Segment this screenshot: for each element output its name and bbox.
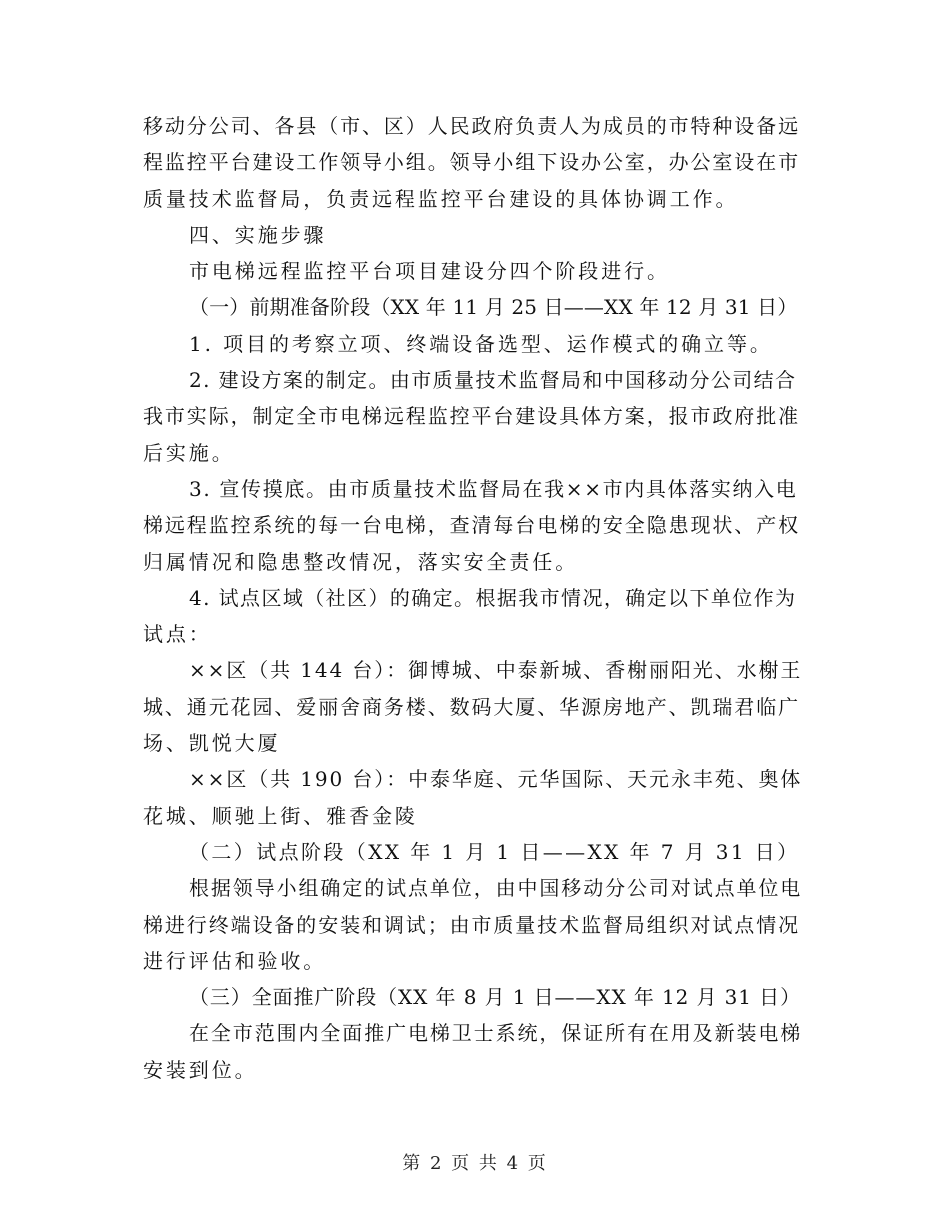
section-heading: 四、实施步骤 [189, 222, 327, 247]
text-line: 程监控平台建设工作领导小组。领导小组下设办公室，办公室设在市 [143, 150, 800, 175]
text-line: 梯进行终端设备的安装和调试；由市质量技术监督局组织对试点情况 [143, 912, 800, 937]
text-line: 梯远程监控系统的每一台电梯，查清每台电梯的安全隐患现状、产权 [143, 513, 800, 538]
text-line: 根据领导小组确定的试点单位，由中国移动分公司对试点单位电 [189, 876, 803, 901]
page-footer: 第 2 页 共 4 页 [402, 1153, 548, 1174]
text-line: 质量技术监督局，负责远程监控平台建设的具体协调工作。 [143, 186, 739, 211]
text-line: 我市实际，制定全市电梯远程监控平台建设具体方案，报市政府批准 [143, 404, 800, 429]
text-line: 归属情况和隐患整改情况，落实安全责任。 [143, 549, 579, 574]
stage-heading: （一）前期准备阶段（XX 年 11 月 25 日——XX 年 12 月 31 日） [189, 295, 798, 320]
text-line: 在全市范围内全面推广电梯卫士系统，保证所有在用及新装电梯 [189, 1021, 803, 1046]
text-line: 4. 试点区域（社区）的确定。根据我市情况，确定以下单位作为 [189, 585, 797, 610]
text-line: 1. 项目的考察立项、终端设备选型、运作模式的确立等。 [189, 331, 773, 356]
stage-heading: （三）全面推广阶段（XX 年 8 月 1 日——XX 年 12 月 31 日） [189, 985, 801, 1010]
body-text [143, 108, 803, 1088]
text-line: 试点： [143, 622, 212, 647]
text-line: 3. 宣传摸底。由市质量技术监督局在我××市内具体落实纳入电 [189, 476, 798, 501]
stage-heading: （二）试点阶段（XX 年 1 月 1 日——XX 年 7 月 31 日） [189, 839, 800, 864]
text-line: 进行评估和验收。 [143, 948, 327, 973]
text-line: 场、凯悦大厦 [143, 731, 281, 756]
text-line: 后实施。 [143, 440, 235, 465]
text-line: 城、通元花园、爱丽舍商务楼、数码大厦、华源房地产、凯瑞君临广 [143, 694, 800, 719]
text-line: 市电梯远程监控平台项目建设分四个阶段进行。 [189, 259, 670, 284]
text-line: 安装到位。 [143, 1057, 258, 1082]
text-line: ××区（共 144 台）：御博城、中泰新城、香榭丽阳光、水榭王 [189, 658, 803, 683]
text-line: 花城、顺驰上街、雅香金陵 [143, 803, 418, 828]
text-line: 移动分公司、各县（市、区）人民政府负责人为成员的市特种设备远 [143, 114, 800, 138]
text-line: 2. 建设方案的制定。由市质量技术监督局和中国移动分公司结合 [189, 368, 797, 393]
text-line: ××区（共 190 台）：中泰华庭、元华国际、天元永丰苑、奥体 [189, 767, 803, 792]
